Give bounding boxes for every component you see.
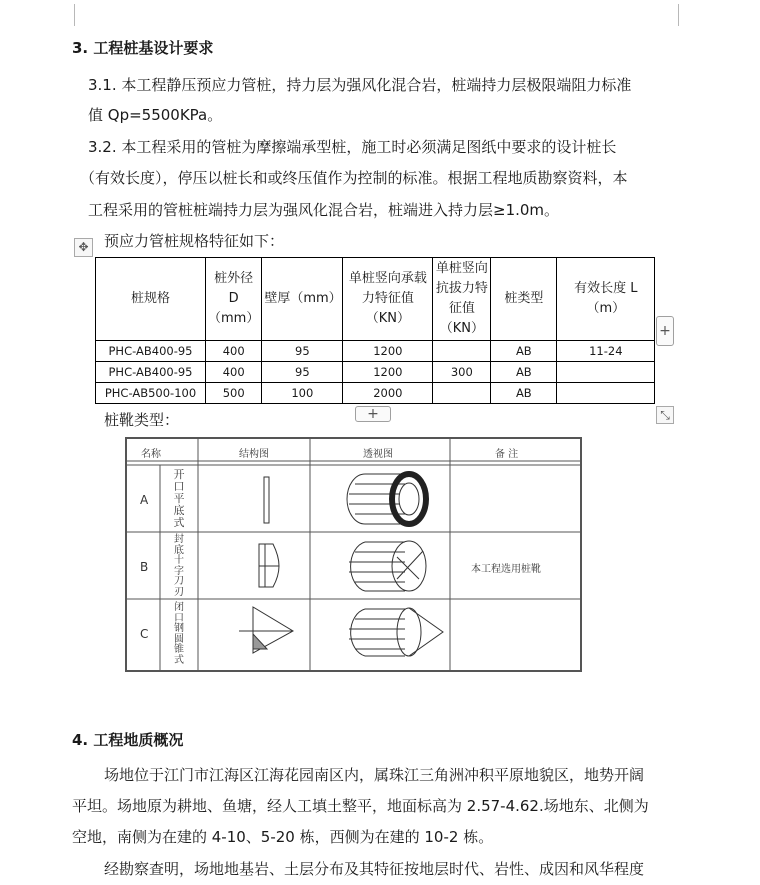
section-4-heading: 4. 工程地质概况 bbox=[72, 731, 184, 749]
table-cell: 2000 bbox=[343, 383, 433, 404]
table-header-cell: 单桩竖向抗拔力特征值（KN） bbox=[433, 258, 491, 341]
add-row-button[interactable] bbox=[355, 406, 391, 422]
table-header-cell: 桩类型 bbox=[491, 258, 557, 341]
pile-shoe-caption: 桩靴类型： bbox=[104, 411, 180, 429]
shoe-a-letter: A bbox=[140, 493, 149, 507]
table-cell bbox=[557, 362, 655, 383]
paragraph-4-1-line-3: 空地，南侧为在建的 4-10、5-20 栋，西侧为在建的 10-2 栋。 bbox=[72, 828, 494, 846]
table-header-row bbox=[96, 258, 655, 341]
table-cell: 500 bbox=[206, 383, 262, 404]
shoe-a-structure bbox=[264, 477, 269, 523]
pile-shoe-figure bbox=[125, 437, 582, 672]
paragraph-3-1-line-2: 值 Qp=5500KPa。 bbox=[88, 106, 223, 124]
paragraph-3-1-line-1: 3.1. 本工程静压预应力管桩，持力层为强风化混合岩，桩端持力层极限端阻力标准 bbox=[88, 76, 632, 94]
table-cell bbox=[433, 383, 491, 404]
paragraph-3-2-line-1: 3.2. 本工程采用的管桩为摩擦端承型桩，施工时必须满足图纸中要求的设计桩长 bbox=[88, 138, 617, 156]
move-icon: ✥ bbox=[78, 240, 89, 254]
table-cell bbox=[433, 341, 491, 362]
table-header-cell: 桩外径 D（mm） bbox=[206, 258, 262, 341]
table-header-cell: 有效长度 L（m） bbox=[557, 258, 655, 341]
figure-header-structure: 结构图 bbox=[239, 449, 269, 460]
plus-icon: + bbox=[659, 323, 671, 339]
shoe-b-structure bbox=[259, 544, 279, 587]
table-cell: 11-24 bbox=[557, 341, 655, 362]
shoe-a-perspective bbox=[347, 474, 426, 524]
table-cell: 95 bbox=[262, 362, 343, 383]
table-cell: PHC-AB400-95 bbox=[96, 341, 206, 362]
table-move-handle[interactable] bbox=[74, 238, 93, 257]
table-cell: 100 bbox=[262, 383, 343, 404]
plus-icon: + bbox=[367, 406, 379, 422]
table-cell: AB bbox=[491, 362, 557, 383]
table-header-cell: 壁厚（mm） bbox=[262, 258, 343, 341]
paragraph-4-2-line-1: 经勘察查明，场地地基岩、土层分布及其特征按地层时代、岩性、成因和风华程度 bbox=[104, 860, 645, 878]
table-cell: PHC-AB500-100 bbox=[96, 383, 206, 404]
shoe-c-name: 闭口钢圆锥式 bbox=[174, 602, 184, 666]
shoe-b-name: 封底十字刀刃 bbox=[174, 534, 184, 598]
shoe-a-name: 开口平底式 bbox=[173, 468, 185, 529]
pile-shoe-drawing bbox=[127, 439, 580, 670]
crop-mark-top-right bbox=[678, 4, 701, 26]
shoe-c-structure bbox=[239, 607, 293, 653]
figure-header-name: 名称 bbox=[141, 449, 161, 460]
table-row bbox=[96, 341, 655, 362]
shoe-b-perspective bbox=[349, 541, 426, 591]
table-cell bbox=[557, 383, 655, 404]
figure-header-remark: 备 注 bbox=[495, 449, 519, 460]
table-row bbox=[96, 362, 655, 383]
figure-remark: 本工程选用桩靴 bbox=[471, 564, 541, 575]
shoe-b-letter: B bbox=[140, 560, 149, 574]
table-cell: AB bbox=[491, 341, 557, 362]
paragraph-4-1-line-1: 场地位于江门市江海区江海花园南区内，属珠江三角洲冲积平原地貌区，地势开阔 bbox=[104, 766, 645, 784]
table-cell: 95 bbox=[262, 341, 343, 362]
resize-icon: ⤡ bbox=[660, 408, 670, 422]
section-3-heading: 3. 工程桩基设计要求 bbox=[72, 39, 214, 57]
table-cell: 1200 bbox=[343, 341, 433, 362]
figure-header-perspective: 透视图 bbox=[363, 449, 393, 460]
paragraph-3-2-line-3: 工程采用的管桩桩端持力层为强风化混合岩，桩端进入持力层≥1.0m。 bbox=[88, 201, 560, 219]
add-column-button[interactable] bbox=[656, 316, 674, 346]
table-cell: AB bbox=[491, 383, 557, 404]
table-resize-handle[interactable] bbox=[656, 406, 674, 424]
table-cell: 1200 bbox=[343, 362, 433, 383]
table-header-cell: 单桩竖向承载力特征值（KN） bbox=[343, 258, 433, 341]
paragraph-4-1-line-2: 平坦。场地原为耕地、鱼塘，经人工填土整平，地面标高为 2.57-4.62.场地东、北侧为 bbox=[72, 797, 649, 815]
paragraph-3-2-line-2: （有效长度），停压以桩长和或终压值作为控制的标准。根据工程地质勘察资料，本 bbox=[80, 169, 628, 187]
table-cell: PHC-AB400-95 bbox=[96, 362, 206, 383]
table-caption: 预应力管桩规格特征如下： bbox=[104, 232, 285, 250]
table-row bbox=[96, 383, 655, 404]
table-cell: 400 bbox=[206, 341, 262, 362]
crop-mark-top-left bbox=[52, 4, 75, 26]
shoe-c-perspective bbox=[349, 608, 443, 656]
shoe-c-letter: C bbox=[140, 627, 149, 641]
table-header-cell: 桩规格 bbox=[96, 258, 206, 341]
table-cell: 300 bbox=[433, 362, 491, 383]
pile-spec-table bbox=[95, 257, 655, 404]
table-cell: 400 bbox=[206, 362, 262, 383]
